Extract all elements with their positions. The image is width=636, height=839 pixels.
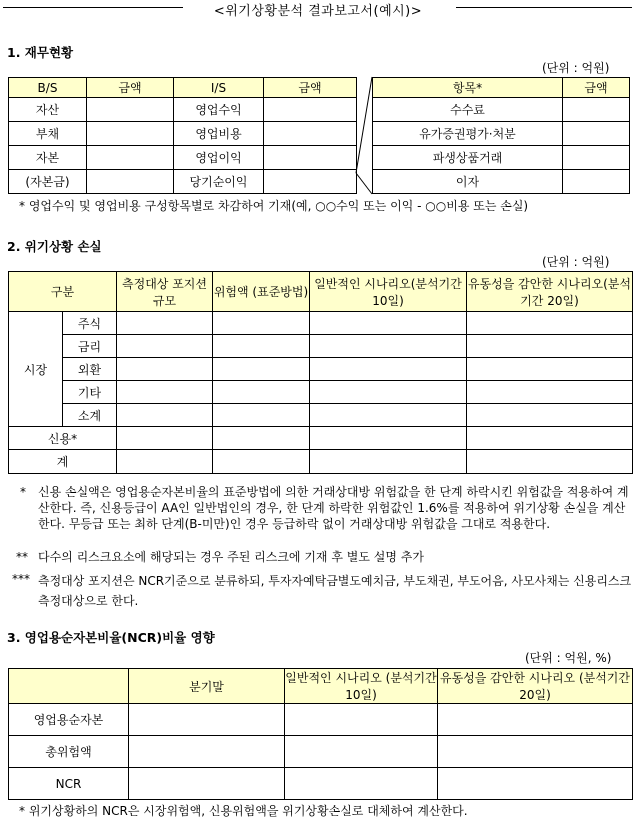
bs-amount-cell: [87, 98, 174, 122]
value-cell: [467, 335, 633, 358]
value-cell: [129, 768, 285, 800]
value-cell: [117, 381, 213, 404]
value-cell: [117, 312, 213, 335]
value-cell: [438, 704, 633, 736]
operating-amount-cell: [563, 170, 630, 194]
value-cell: [213, 427, 310, 450]
bs-amount-cell: [87, 122, 174, 146]
bs-amount-header: 금액: [87, 78, 174, 98]
bs-amount-cell: [87, 170, 174, 194]
value-cell: [467, 450, 633, 474]
value-cell: [117, 427, 213, 450]
note-text: 다수의 리스크요소에 해당되는 경우 주된 리스크에 기재 후 별도 설명 추가: [38, 550, 424, 564]
ncr-impact-table: [8, 668, 633, 800]
value-cell: [467, 404, 633, 427]
operating-item: 파생상품거래: [373, 146, 563, 170]
general-scenario-header: 일반적인 시나리오 (분석기간 10일): [285, 669, 438, 704]
value-cell: [467, 427, 633, 450]
connector-lines: [340, 72, 380, 200]
credit-label: 신용*: [9, 427, 117, 450]
document-title: <위기상황분석 결과보고서(예시)>: [213, 4, 423, 19]
market-row-label: 소계: [63, 404, 117, 427]
item-amount-header: 금액: [563, 78, 630, 98]
operating-item: 유가증권평가·처분: [373, 122, 563, 146]
market-label: 시장: [9, 312, 63, 427]
note-mark: ***: [12, 572, 30, 586]
financial-status-table: [8, 77, 357, 194]
quarter-end-header: 분기말: [129, 669, 285, 704]
bs-item: 자본: [9, 146, 87, 170]
value-cell: [117, 358, 213, 381]
operating-item: 이자: [373, 170, 563, 194]
value-cell: [285, 704, 438, 736]
value-cell: [213, 358, 310, 381]
section1-note: * 영업수익 및 영업비용 구성항목별로 차감하여 기재(예, ○○수익 또는 이익 - ○○비용 또는 손실): [19, 199, 529, 213]
operating-amount-cell: [563, 122, 630, 146]
value-cell: [438, 768, 633, 800]
value-cell: [213, 381, 310, 404]
note-text: 측정대상 포지션은 NCR기준으로 분류하되, 투자자예탁금별도예치금, 부도채권, 부도어음, 사모사채는 신용리스크 측정대상으로 한다.: [38, 574, 632, 608]
value-cell: [310, 358, 467, 381]
value-cell: [310, 450, 467, 474]
blank-header: [9, 669, 129, 704]
value-cell: [467, 381, 633, 404]
section2-note-2: [16, 549, 632, 565]
item-header: 항목*: [373, 78, 563, 98]
is-item: 영업수익: [174, 98, 264, 122]
ncr-row-label: 영업용순자본: [9, 704, 129, 736]
section1-unit: (단위 : 억원): [542, 61, 610, 75]
bs-item: 부채: [9, 122, 87, 146]
value-cell: [310, 427, 467, 450]
value-cell: [117, 450, 213, 474]
market-row-label: 외환: [63, 358, 117, 381]
liquidity-scenario-header: 유동성을 감안한 시나리오 (분석기간 20일): [438, 669, 633, 704]
is-amount-header: 금액: [264, 78, 357, 98]
value-cell: [213, 312, 310, 335]
section1-heading: 1. 재무현황: [7, 45, 74, 60]
value-cell: [129, 704, 285, 736]
operating-items-table: [372, 77, 630, 194]
value-cell: [117, 404, 213, 427]
operating-amount-cell: [563, 98, 630, 122]
exposure-header: 측정대상 포지션 규모: [117, 272, 213, 312]
value-cell: [310, 335, 467, 358]
note-mark: **: [16, 550, 28, 564]
section2-unit: (단위 : 억원): [542, 255, 610, 269]
note-mark: *: [20, 485, 26, 499]
value-cell: [310, 312, 467, 335]
note-text: 신용 손실액은 영업용순자본비율의 표준방법에 의한 거래상대방 위험값을 한 단계 하락시킨 위험값을 적용하여 계산한다. 즉, 신용등급이 AA인 일반법인의 경우, 한 단계 하락한 위험값인 1.6%를 적용하여 위기상황 손실을 계산한다. 무등급 또는 최하 단계(B-미만)인 경우 등급하락 없이 거래상대방 위험값을 그대로 적용한다.: [38, 485, 629, 531]
bs-item: (자본금): [9, 170, 87, 194]
bs-header: B/S: [9, 78, 87, 98]
value-cell: [467, 312, 633, 335]
value-cell: [213, 404, 310, 427]
value-cell: [467, 358, 633, 381]
ncr-row-label: 총위험액: [9, 736, 129, 768]
section2-note-3: [12, 571, 632, 611]
market-row-label: 주식: [63, 312, 117, 335]
value-cell: [285, 768, 438, 800]
section2-note-1: [20, 484, 632, 532]
category-header: 구분: [9, 272, 117, 312]
section3-note: * 위기상황하의 NCR은 시장위험액, 신용위험액을 위기상황손실로 대체하여 계산한다.: [19, 804, 468, 818]
is-item: 영업이익: [174, 146, 264, 170]
risk-amount-header: 위험액 (표준방법): [213, 272, 310, 312]
crisis-loss-table: [8, 271, 633, 474]
liquidity-scenario-header: 유동성을 감안한 시나리오(분석기간 20일): [467, 272, 633, 312]
operating-amount-cell: [563, 146, 630, 170]
is-header: I/S: [174, 78, 264, 98]
market-row-label: 기타: [63, 381, 117, 404]
operating-item: 수수료: [373, 98, 563, 122]
section2-heading: 2. 위기상황 손실: [7, 239, 102, 254]
bs-item: 자산: [9, 98, 87, 122]
value-cell: [129, 736, 285, 768]
market-row-label: 금리: [63, 335, 117, 358]
value-cell: [213, 335, 310, 358]
section3-unit: (단위 : 억원, %): [525, 651, 612, 665]
is-item: 영업비용: [174, 122, 264, 146]
value-cell: [310, 404, 467, 427]
total-label: 계: [9, 450, 117, 474]
value-cell: [310, 381, 467, 404]
value-cell: [438, 736, 633, 768]
value-cell: [117, 335, 213, 358]
section3-heading: 3. 영업용순자본비율(NCR)비율 영향: [7, 630, 215, 645]
general-scenario-header: 일반적인 시나리오(분석기간 10일): [310, 272, 467, 312]
is-item: 당기순이익: [174, 170, 264, 194]
ncr-row-label: NCR: [9, 768, 129, 800]
value-cell: [213, 450, 310, 474]
value-cell: [285, 736, 438, 768]
bs-amount-cell: [87, 146, 174, 170]
